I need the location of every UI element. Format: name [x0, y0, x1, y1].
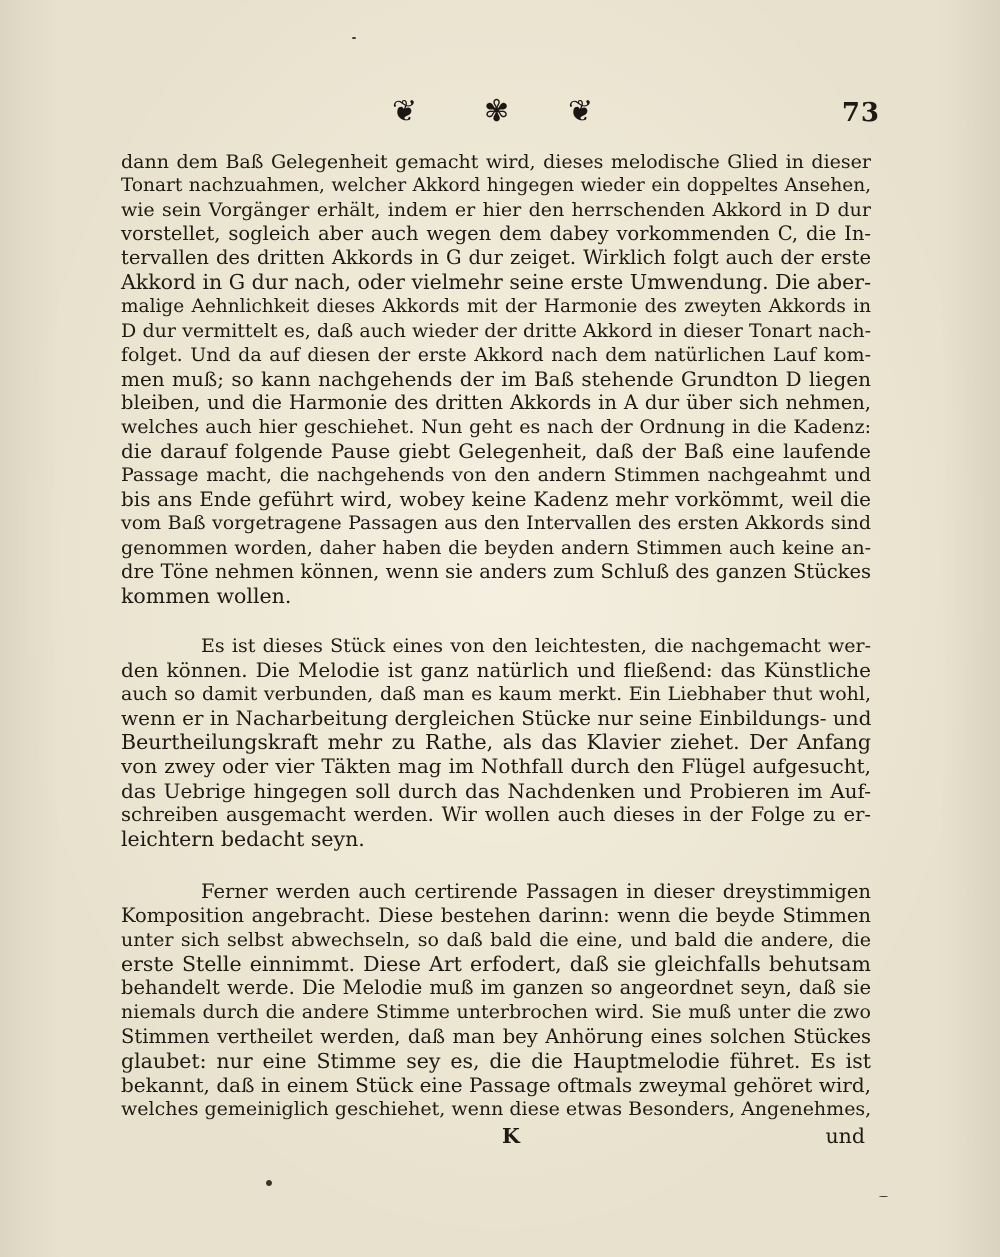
text-line: von zwey oder vier Täkten mag im Nothfall durch den Flügel aufgesucht,: [121, 754, 871, 779]
text-line: dann dem Baß Gelegenheit gemacht wird, dieses melodische Glied in dieser: [121, 151, 871, 173]
text-line: kommen wollen.: [121, 583, 292, 608]
text-line: unter sich selbst abwechseln, so daß bald die eine, und bald die andere, die: [121, 929, 871, 952]
text-line: genommen worden, daher haben die beyden andern Stimmen auch keine an-: [121, 536, 871, 559]
text-line: erste Stelle einnimmt. Diese Art erfodert, daß sie gleichfalls behutsam: [121, 952, 871, 977]
text-line: malige Aehnlichkeit dieses Akkords mit der Harmonie des zweyten Akkords in: [121, 295, 871, 317]
text-line: glaubet: nur eine Stimme sey es, die die Hauptmelodie führet. Es ist: [121, 1048, 871, 1073]
text-line: behandelt werde. Die Melodie muß im ganzen so angeordnet seyn, daß sie: [121, 976, 871, 1000]
text-line: bekannt, daß in einem Stück eine Passage oftmals zweymal gehöret wird,: [121, 1072, 871, 1097]
fleuron-center-icon: ✾: [484, 94, 510, 129]
text-line: D dur vermittelt es, daß auch wieder der dritte Akkord in dieser Tonart nach-: [121, 319, 871, 342]
paragraph-2: [121, 634, 871, 851]
text-line: Akkord in G dur nach, oder vielmehr seine erste Umwendung. Die aber-: [121, 270, 871, 295]
text-line: das Uebrige hingegen soll durch das Nachdenken und Probieren im Auf-: [121, 778, 871, 803]
text-line: dre Töne nehmen können, wenn sie anders zum Schluß des ganzen Stückes: [121, 559, 871, 583]
page-footer: [121, 1123, 871, 1149]
text-line: men muß; so kann nachgehends der im Baß stehende Grundton D liegen: [121, 366, 871, 391]
text-line: vom Baß vorgetragene Passagen aus den Intervallen des ersten Akkords sind: [121, 512, 871, 535]
text-line: den können. Die Melodie ist ganz natürlich und fließend: das Künstliche: [121, 658, 871, 683]
text-line: Tonart nachzuahmen, welcher Akkord hingegen wieder ein doppeltes Ansehen,: [121, 175, 871, 197]
page-header: [0, 92, 1000, 136]
text-line: Komposition angebracht. Diese bestehen darinn: wenn die beyde Stimmen: [121, 904, 871, 928]
text-line: Passage macht, die nachgehends von den andern Stimmen nachgeahmt und: [121, 464, 871, 487]
text-line: wenn er in Nacharbeitung dergleichen Stücke nur seine Einbildungs- und: [121, 706, 872, 731]
ink-speck: [266, 1180, 272, 1186]
text-line: auch so damit verbunden, daß man es kaum merkt. Ein Liebhaber thut wohl,: [121, 683, 871, 706]
text-line: tervallen des dritten Akkords in G dur zeiget. Wirklich folgt auch der erste: [121, 246, 871, 270]
text-line: Beurtheilungskraft mehr zu Rathe, als das Klavier ziehet. Der Anfang: [121, 730, 871, 755]
text-line: leichtern bedacht seyn.: [121, 826, 365, 851]
paragraph-1: [121, 150, 871, 608]
signature-mark: K: [502, 1124, 520, 1148]
text-line: schreiben ausgemacht werden. Wir wollen auch dieses in der Folge zu er-: [121, 802, 871, 826]
text-line: welches gemeiniglich geschiehet, wenn diese etwas Besonders, Angenehmes,: [121, 1097, 872, 1120]
text-line: Stimmen vertheilet werden, daß man bey Anhörung eines solchen Stückes: [121, 1024, 871, 1048]
fleuron-right-icon: ❦: [568, 94, 594, 129]
ink-speck: [352, 37, 356, 39]
text-line: bis ans Ende geführt wird, wobey keine Kadenz mehr vorkömmt, weil die: [121, 487, 871, 512]
text-line: folget. Und da auf diesen der erste Akkord nach dem natürlichen Lauf kom-: [121, 343, 871, 366]
text-line: Ferner werden auch certirende Passagen in dieser dreystimmigen: [201, 880, 871, 903]
fleuron-left-icon: ❦: [392, 94, 418, 129]
text-line: wie sein Vorgänger erhält, indem er hier den herrschenden Akkord in D dur: [121, 199, 871, 222]
text-line: die darauf folgende Pause giebt Gelegenheit, daß der Baß eine laufende: [121, 439, 871, 464]
catchword: und: [825, 1124, 865, 1148]
text-line: vorstellet, sogleich aber auch wegen dem dabey vorkommenden C, die In-: [121, 222, 871, 246]
text-line: Es ist dieses Stück eines von den leichtesten, die nachgemacht wer-: [201, 635, 871, 657]
page-number: 73: [841, 98, 880, 128]
text-line: niemals durch die andere Stimme unterbrochen wird. Sie muß unter die zwo: [121, 1001, 871, 1024]
text-line: welches auch hier geschiehet. Nun geht es nach der Ordnung in die Kadenz:: [121, 416, 871, 439]
text-line: bleiben, und die Harmonie des dritten Akkords in A dur über sich nehmen,: [121, 390, 871, 414]
paragraph-3: [121, 880, 871, 1121]
ink-speck: [879, 1196, 888, 1197]
